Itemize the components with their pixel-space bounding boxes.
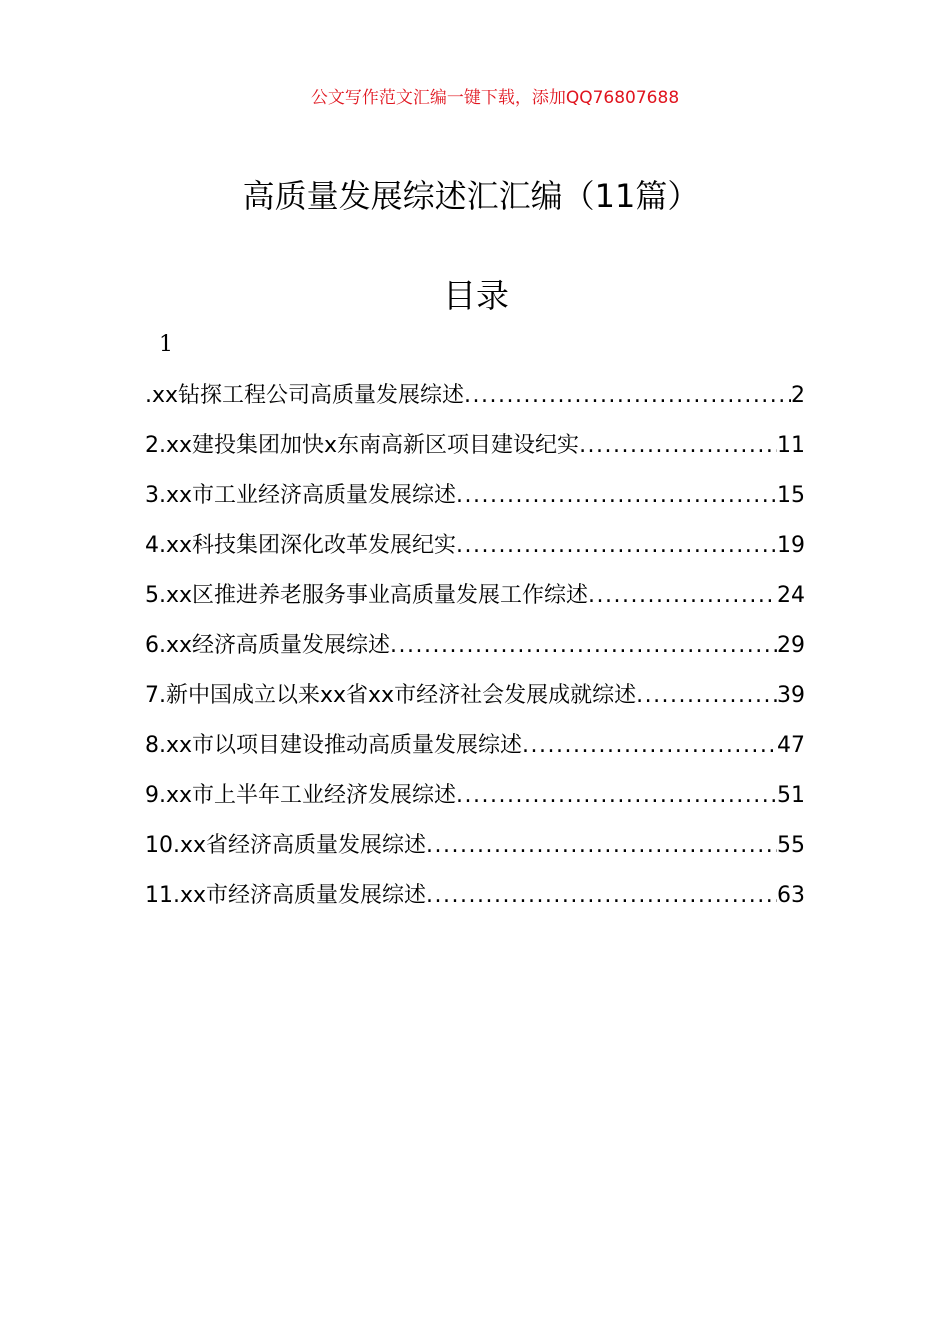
- toc-leader-dots: [390, 621, 777, 671]
- toc-leader-dots: [579, 421, 777, 471]
- document-title: 高质量发展综述汇汇编（11篇）: [242, 177, 700, 215]
- toc-entry-page: 2: [791, 383, 805, 408]
- toc-leader-dots: [456, 471, 777, 521]
- toc-entry-page: 63: [777, 883, 805, 908]
- toc-entry-title: 4.xx科技集团深化改革发展纪实: [145, 533, 457, 558]
- toc-leader-dots: [456, 521, 777, 571]
- toc-entry-title: 8.xx市以项目建设推动高质量发展综述: [145, 733, 523, 758]
- toc-entry-title: 3.xx市工业经济高质量发展综述: [145, 483, 457, 508]
- toc-entry-title: 2.xx建投集团加快x东南高新区项目建设纪实: [145, 433, 580, 458]
- toc-entry-page: 11: [777, 433, 805, 458]
- toc-leader-dots: [464, 371, 791, 421]
- toc-heading: 目录: [443, 276, 509, 315]
- toc-entry-page: 47: [777, 733, 805, 758]
- toc-leader-dots: [456, 771, 777, 821]
- toc-entry-title: .xx钻探工程公司高质量发展综述: [145, 383, 465, 408]
- toc-entry[interactable]: [145, 371, 805, 421]
- toc-entry-page: 55: [777, 833, 805, 858]
- toc-entry-title: 9.xx市上半年工业经济发展综述: [145, 783, 457, 808]
- toc-entry[interactable]: [145, 721, 805, 771]
- toc-entry-page: 15: [777, 483, 805, 508]
- toc-leader-dots: [426, 871, 777, 921]
- toc-entry-page: 24: [777, 583, 805, 608]
- toc-entry[interactable]: [145, 571, 805, 621]
- toc-entry-title: 7.新中国成立以来xx省xx市经济社会发展成就综述: [145, 683, 637, 708]
- toc-entry-title: 10.xx省经济高质量发展综述: [145, 833, 427, 858]
- toc-entry[interactable]: [145, 821, 805, 871]
- toc-entry[interactable]: [145, 621, 805, 671]
- toc-entry[interactable]: [145, 671, 805, 721]
- toc-entry[interactable]: [145, 421, 805, 471]
- toc-entry-page: 51: [777, 783, 805, 808]
- toc-leader-dots: [588, 571, 777, 621]
- stray-number: 1: [159, 332, 173, 357]
- toc-entry[interactable]: [145, 521, 805, 571]
- toc-entry-title: 11.xx市经济高质量发展综述: [145, 883, 427, 908]
- table-of-contents: [145, 371, 805, 921]
- toc-entry-page: 19: [777, 533, 805, 558]
- toc-entry[interactable]: [145, 771, 805, 821]
- toc-entry[interactable]: [145, 471, 805, 521]
- toc-entry-title: 5.xx区推进养老服务事业高质量发展工作综述: [145, 583, 589, 608]
- download-banner: 公文写作范文汇编一键下载，添加QQ76807688: [310, 88, 680, 108]
- toc-entry[interactable]: [145, 871, 805, 921]
- toc-entry-title: 6.xx经济高质量发展综述: [145, 633, 391, 658]
- toc-leader-dots: [522, 721, 777, 771]
- toc-leader-dots: [636, 671, 777, 721]
- toc-entry-page: 29: [777, 633, 805, 658]
- toc-leader-dots: [426, 821, 777, 871]
- toc-entry-page: 39: [777, 683, 805, 708]
